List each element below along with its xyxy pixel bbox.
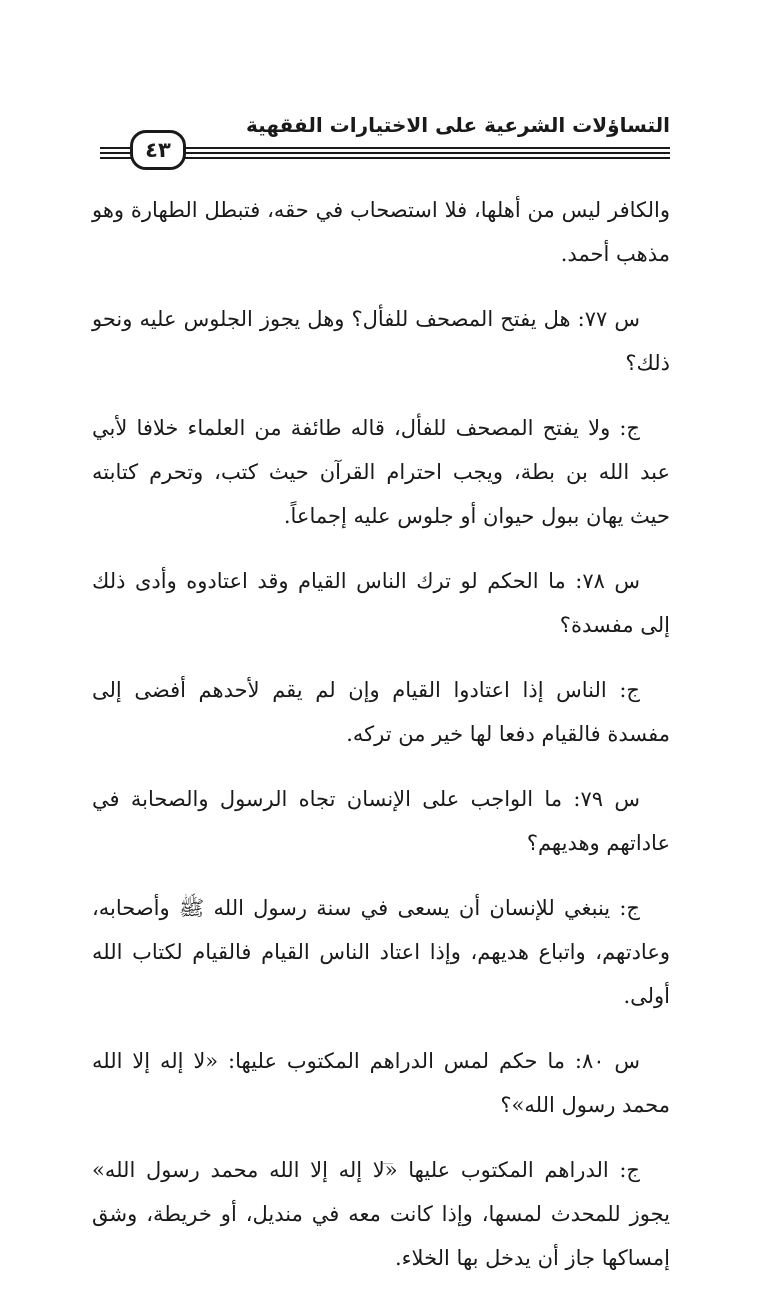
question-78: س ٧٨: ما الحكم لو ترك الناس القيام وقد اعتادوه وأدى ذلك إلى مفسدة؟ — [92, 569, 670, 637]
paragraph-continuation: والكافر ليس من أهلها، فلا استصحاب في حقه، فتبطل الطهارة وهو مذهب أحمد. — [92, 198, 670, 266]
answer-78: ج: الناس إذا اعتادوا القيام وإن لم يقم لأحدهم أفضى إلى مفسدة فالقيام دفعا لها خير من تركه. — [92, 678, 670, 746]
answer-80: ج: الدراهم المكتوب عليها «لا إله إلا الله محمد رسول الله» يجوز للمحدث لمسها، وإذا كانت معه في منديل، أو خريطة، وشق إمساكها جاز أن يدخل بها الخلاء. — [92, 1158, 670, 1270]
question-79: س ٧٩: ما الواجب على الإنسان تجاه الرسول والصحابة في عاداتهم وهديهم؟ — [92, 787, 670, 855]
page-body — [92, 188, 670, 1301]
footer-mark — [383, 1163, 393, 1164]
question-80: س ٨٠: ما حكم لمس الدراهم المكتوب عليها: «لا إله إلا الله محمد رسول الله»؟ — [92, 1049, 670, 1117]
answer-77: ج: ولا يفتح المصحف للفأل، قاله طائفة من العلماء خلافا لأبي عبد الله بن بطة، ويجب احترام القرآن حيث كتب، وتحرم كتابته حيث يهان ببول حيوان أو جلوس عليه إجماعاً. — [92, 416, 670, 528]
page-number: ٤٣ — [130, 130, 186, 170]
page-header — [0, 0, 765, 190]
running-title: التساؤلات الشرعية على الاختيارات الفقهية — [246, 113, 670, 137]
answer-79: ج: ينبغي للإنسان أن يسعى في سنة رسول الله ﷺ وأصحابه، وعادتهم، واتباع هديهم، وإذا اعتاد الناس القيام فالقيام لكتاب الله أولى. — [92, 896, 670, 1008]
question-77: س ٧٧: هل يفتح المصحف للفأل؟ وهل يجوز الجلوس عليه ونحو ذلك؟ — [92, 307, 670, 375]
